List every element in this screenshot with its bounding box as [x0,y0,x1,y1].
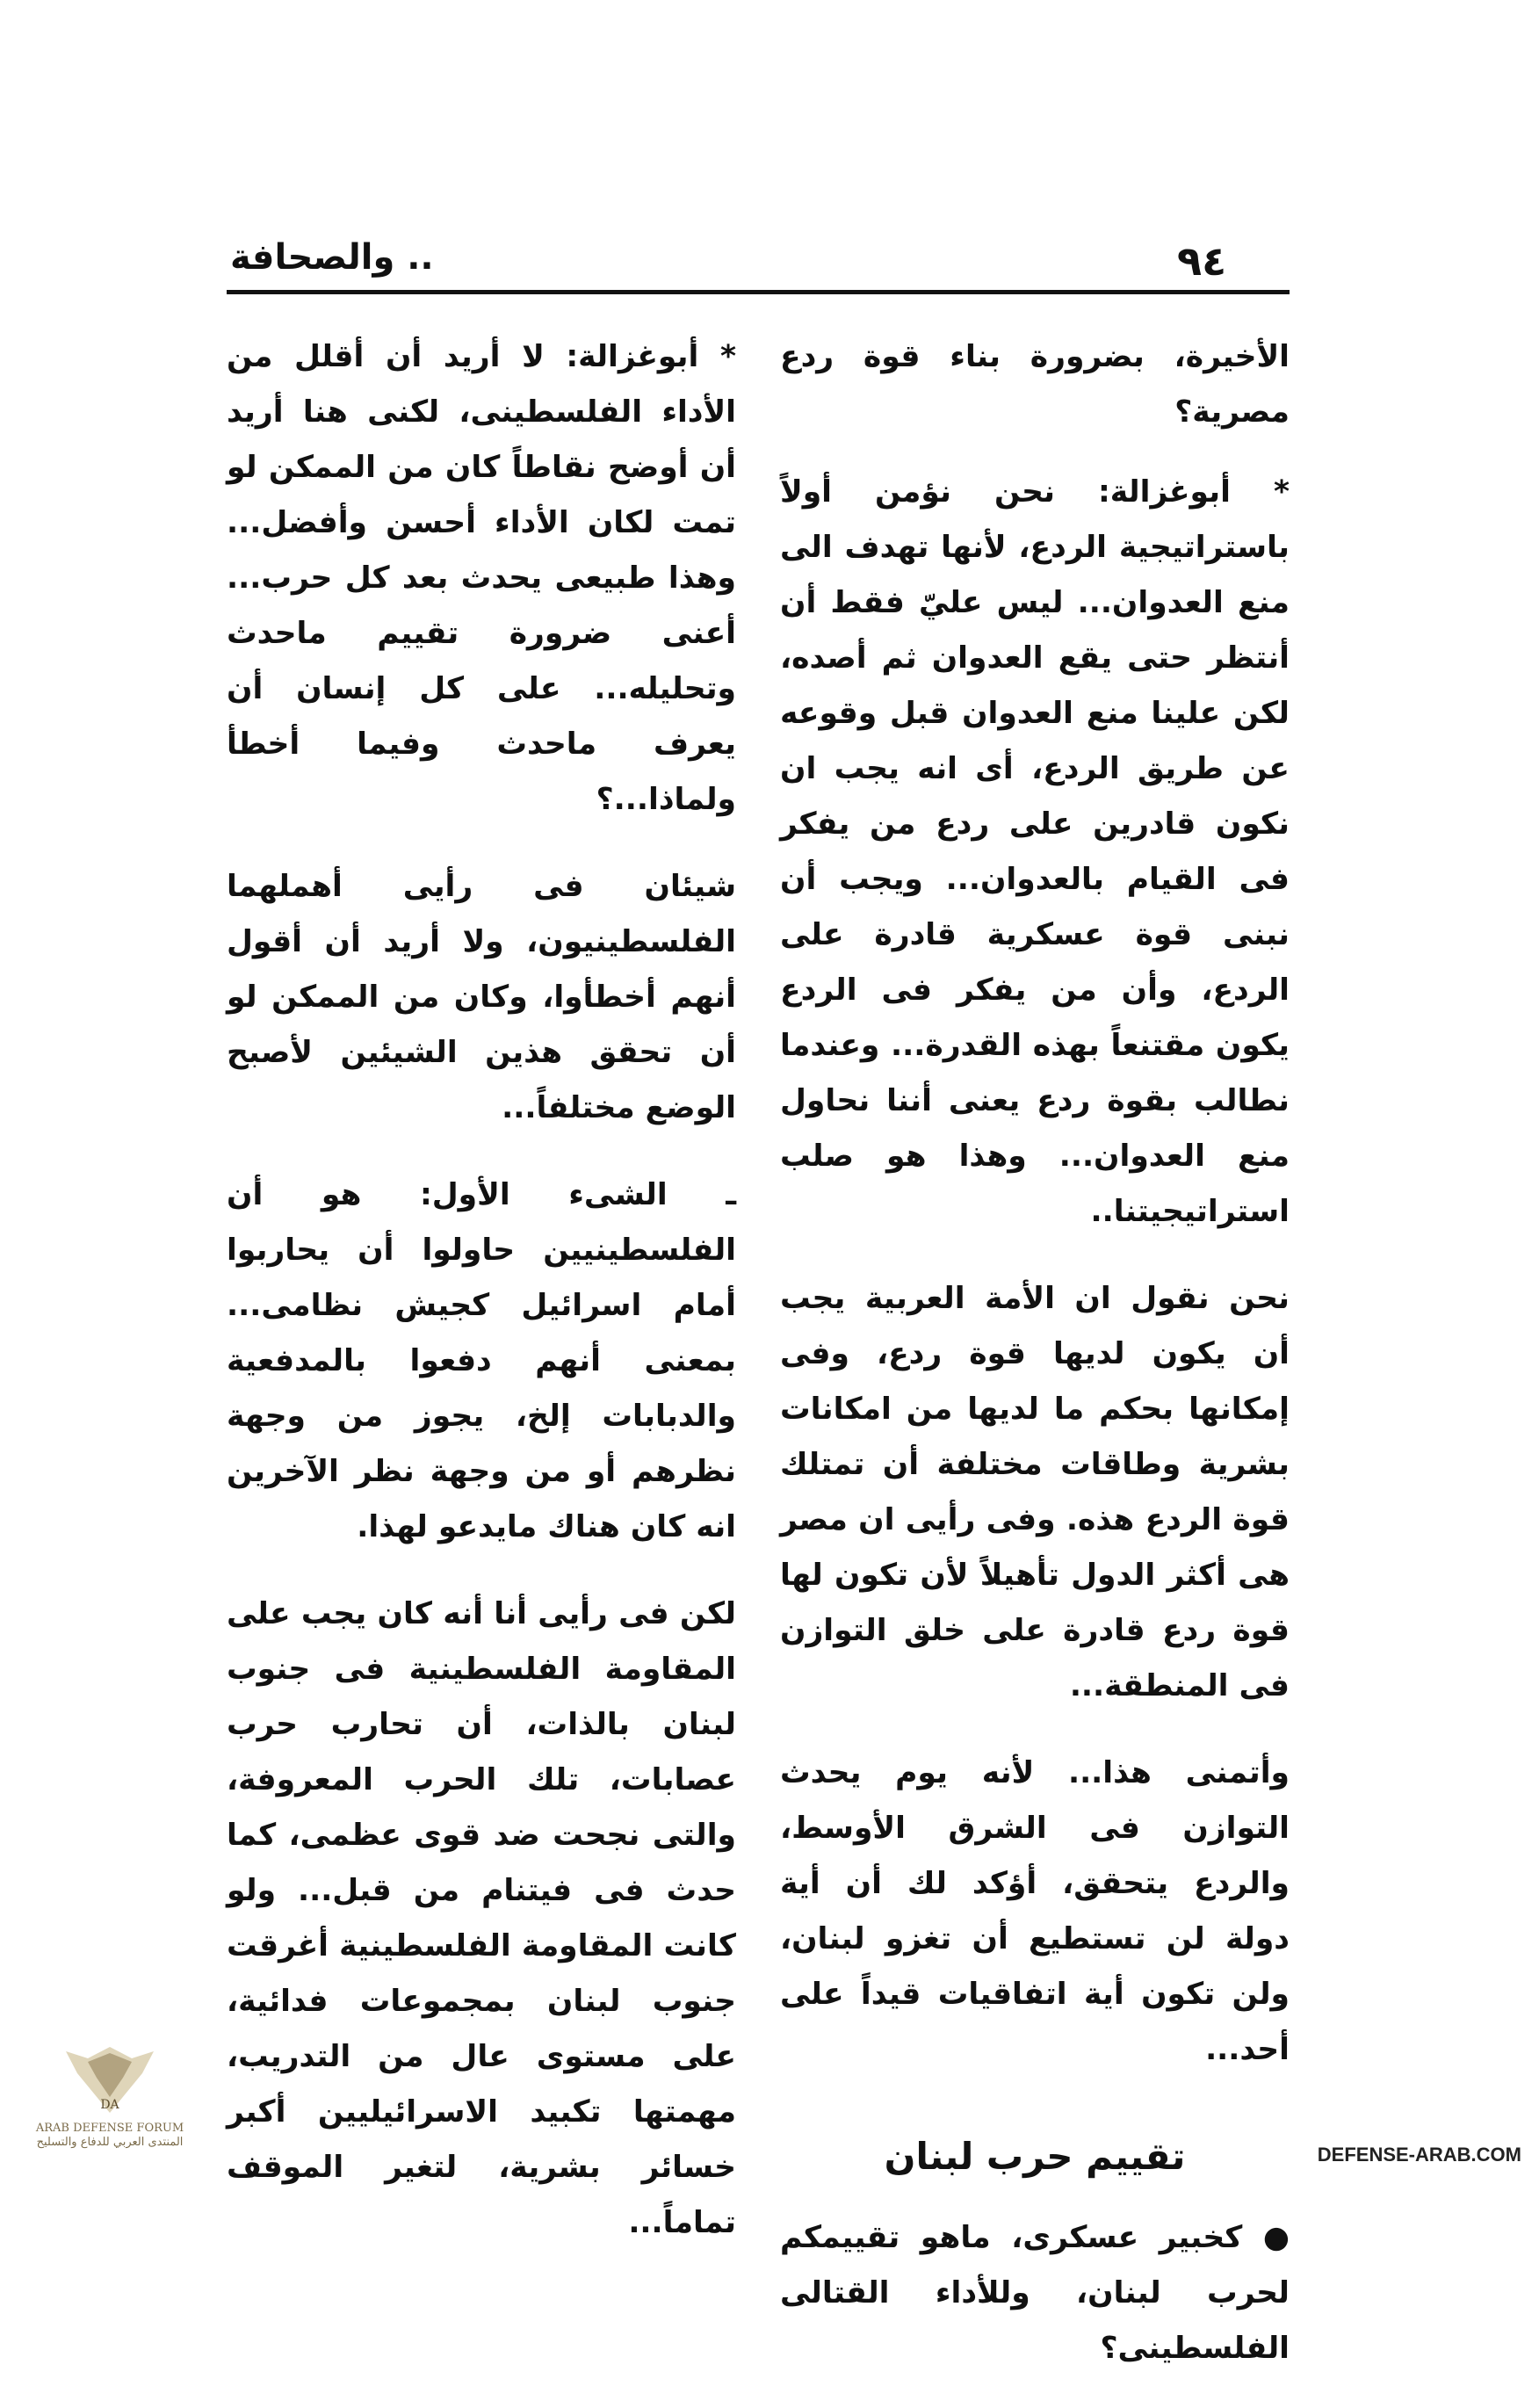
watermark-title: ARAB DEFENSE FORUM [35,2122,184,2135]
right-paragraph-4: وأتمنى هذا... لأنه يوم يحدث التوازن فى الشرق الأوسط، والردع يتحقق، أؤكد لك أن أية دولة لن تستطيع أن تغزو لبنان، ولن تكون أية اتفاقيات قيداً على أحد... [780,1755,1290,2067]
site-url: DEFENSE-ARAB.COM [1317,2144,1521,2166]
right-paragraph-2: * أبوغزالة: نحن نؤمن أولاً باستراتيجية الردع، لأنها تهدف الى منع العدوان... ليس عليّ فقط أن أنتظر حتى يقع العدوان ثم أصده، لكن علينا منع العدوان قبل وقوعه عن طريق الردع، أى انه يجب ان نكون قادرين على ردع من يفكر فى القيام بالعدوان... ويجب أن نبنى قوة عسكرية قادرة على الردع، وأن من يفكر فى الردع يكون مقتنعاً بهذه القدرة... وعندما نطالب بقوة ردع يعنى أننا نحاول منع العدوان... وهذا هو صلب استراتيجيتنا.. [780,474,1290,1229]
question-paragraph: ● كخبير عسكرى، ماهو تقييمكم لحرب لبنان، وللأداء القتالى الفلسطينى؟ [780,2220,1290,2366]
left-paragraph-3: ـ الشىء الأول: هو أن الفلسطينيين حاولوا أن يحاربوا أمام اسرائيل كجيش نظامى... بمعنى أنهم دفعوا بالمدفعية والدبابات إلخ، يجوز من وجهة نظرهم أو من وجهة نظر الآخرين انه كان هناك مايدعو لهذا. [227,1177,736,1544]
svg-text:DA: DA [100,2098,119,2112]
right-paragraph-3: نحن نقول ان الأمة العربية يجب أن يكون لديها قوة ردع، وفى إمكانها بحكم ما لديها من امكانات بشرية وطاقات مختلفة أن تمتلك قوة الردع هذه. وفى رأيى ان مصر هى أكثر الدول تأهيلاً لأن تكون لها قوة ردع قادرة على خلق التوازن فى المنطقة... [780,1281,1290,1703]
page-number: ٩٤ [1177,237,1227,285]
watermark-subtitle: المنتدى العربي للدفاع والتسليح [36,2136,184,2149]
right-column [780,329,1290,2408]
right-paragraph-1: الأخيرة، بضرورة بناء قوة ردع مصرية؟ [780,339,1290,430]
header-rule [227,290,1290,294]
left-paragraph-2: شيئان فى رأيى أهملهما الفلسطينيون، ولا أريد أن أقول أنهم أخطأوا، وكان من الممكن لو أن تحقق هذين الشيئين لأصبح الوضع مختلفاً... [227,869,736,1125]
section-heading: تقييم حرب لبنان [884,2135,1186,2178]
forum-watermark-logo [26,2043,193,2174]
left-column [227,329,736,2282]
running-title: .. والصحافة [230,237,434,278]
left-paragraph-1: * أبوغزالة: لا أريد أن أقلل من الأداء الفلسطينى، لكنى هنا أريد أن أوضح نقاطاً كان من الممكن لو تمت لكان الأداء أحسن وأفضل... وهذا طبيعى يحدث بعد كل حرب... أعنى ضرورة تقييم ماحدث وتحليله... على كل إنسان أن يعرف ماحدث وفيما أخطأ ولماذا...؟ [227,339,736,817]
left-paragraph-4: لكن فى رأيى أنا أنه كان يجب على المقاومة الفلسطينية فى جنوب لبنان بالذات، أن تحارب حرب عصابات، تلك الحرب المعروفة، والتى نجحت ضد قوى عظمى، كما حدث فى فيتنام من قبل... ولو كانت المقاومة الفلسطينية أغرقت جنوب لبنان بمجموعات فدائية، على مستوى عال من التدريب، مهمتها تكبيد الاسرائيليين أكبر خسائر بشرية، لتغير الموقف تماماً... [227,1596,736,2240]
shield-icon [61,2043,158,2122]
